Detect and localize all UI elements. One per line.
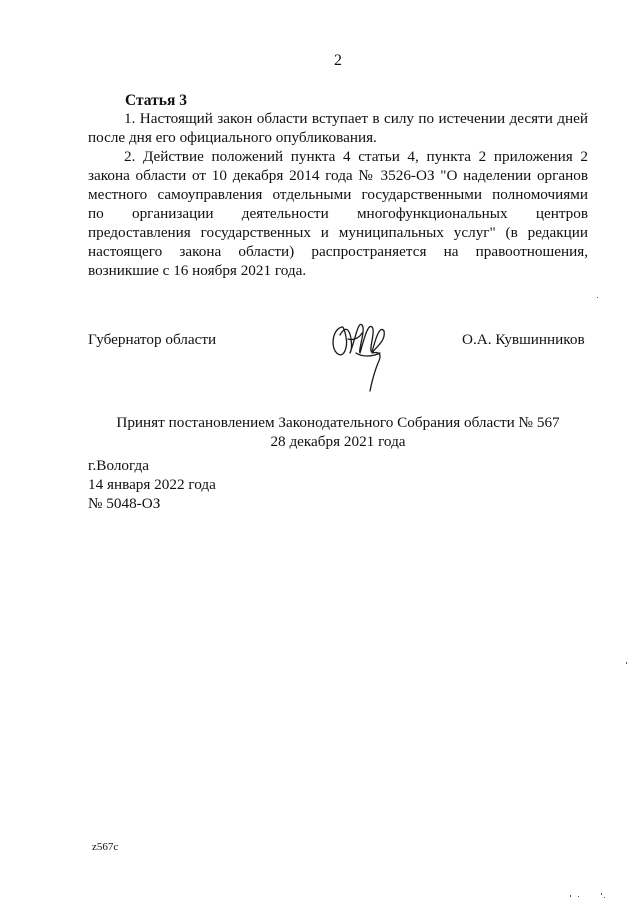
paragraph-2-line-6: настоящего закона области) распространяется на правоотношения,	[88, 243, 588, 260]
paragraph-1-line-1: 1. Настоящий закон области вступает в силу по истечении десяти дней	[124, 110, 588, 127]
paragraph-2-line-7: возникшие с 16 ноября 2021 года.	[88, 262, 307, 279]
place-city: г.Вологда	[88, 457, 149, 474]
law-number: № 5048-ОЗ	[88, 495, 161, 512]
footer-code: z567c	[92, 841, 119, 853]
adoption-line-1: Принят постановлением Законодательного Собрания области № 567	[116, 414, 560, 431]
paragraph-2-line-3: местного самоуправления отдельными государственными полномочиями	[88, 186, 588, 203]
handwritten-signature	[328, 307, 398, 397]
paragraph-2-line-2: закона области от 10 декабря 2014 года № 3526-ОЗ "О наделении органов	[88, 167, 588, 184]
place-date: 14 января 2022 года	[88, 476, 216, 493]
paragraph-2-line-5: предоставления государственных и муниципальных услуг" (в редакции	[88, 224, 588, 241]
page-number: 2	[334, 52, 342, 69]
paragraph-2-line-1: 2. Действие положений пункта 4 статьи 4, пункта 2 приложения 2	[124, 148, 588, 165]
article-title: Статья 3	[125, 92, 187, 109]
paragraph-1-line-2: после дня его официального опубликования.	[88, 129, 377, 146]
governor-label: Губернатор области	[88, 331, 217, 348]
adoption-line-2: 28 декабря 2021 года	[270, 433, 406, 450]
paragraph-2-line-4: по организации деятельности многофункциональных центров	[88, 205, 588, 222]
governor-name: О.А. Кувшинников	[462, 331, 585, 348]
